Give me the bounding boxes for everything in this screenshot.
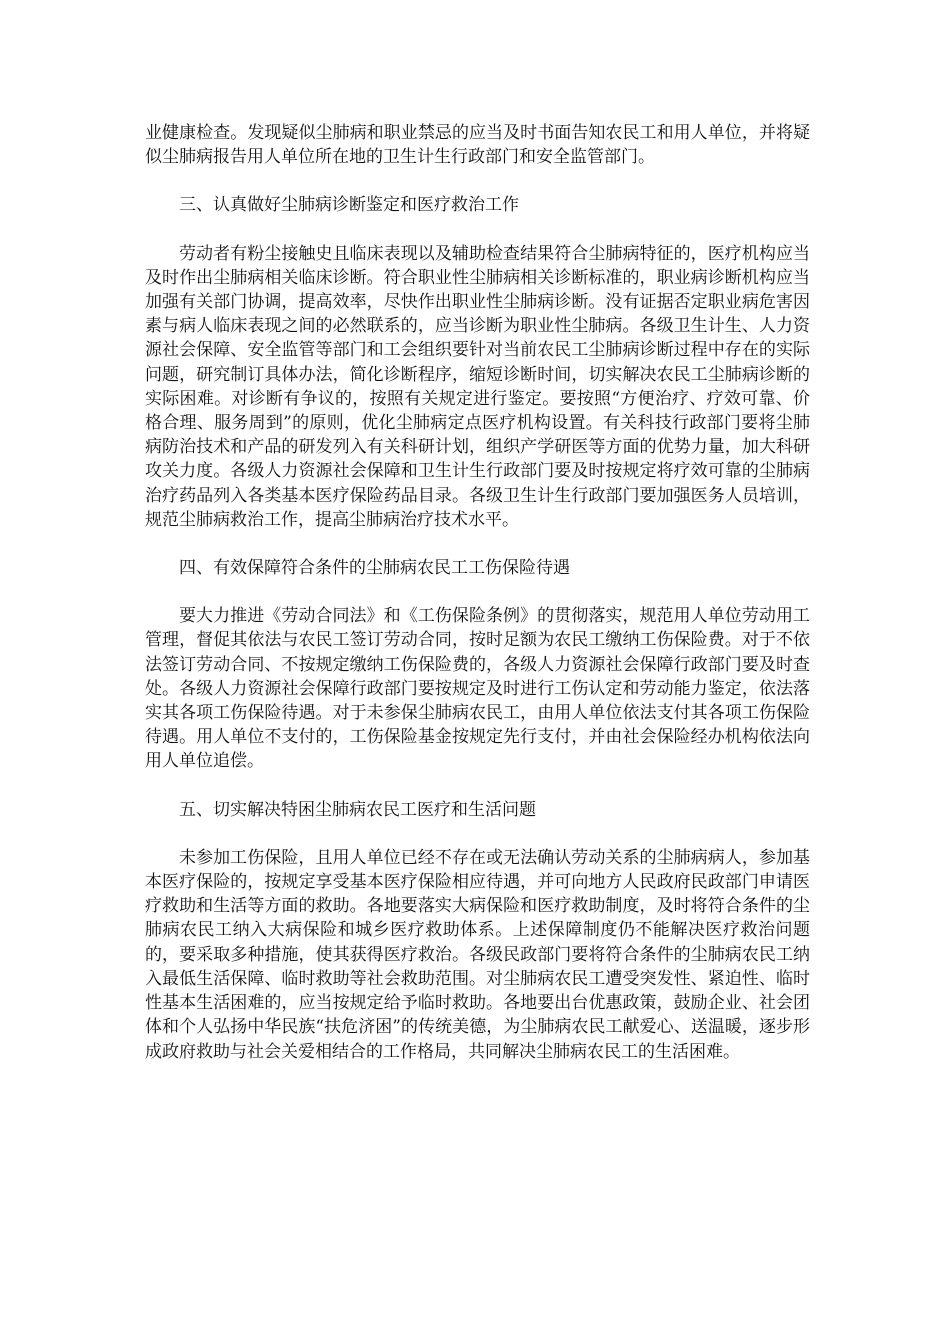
section-heading-3: 三、认真做好尘肺病诊断鉴定和医疗救治工作 bbox=[179, 195, 519, 216]
document-body bbox=[145, 121, 810, 1064]
intro-paragraph: 业健康检查。发现疑似尘肺病和职业禁忌的应当及时书面告知农民工和用人单位，并将疑似尘肺病报告用人单位所在地的卫生计生行政部门和安全监管部门。 bbox=[145, 123, 810, 168]
section-body-5: 未参加工伤保险，且用人单位已经不存在或无法确认劳动关系的尘肺病病人，参加基本医疗保险的，按规定享受基本医疗保险相应待遇，并可向地方人民政府民政部门申请医疗救助和生活等方面的救助。各地要落实大病保险和医疗救助制度，及时将符合条件的尘肺病农民工纳入大病保险和城乡医疗救助体系。上述保障制度仍不能解决医疗救治问题的，要采取多种措施，使其获得医疗救治。各级民政部门要将符合条件的尘肺病农民工纳入最低生活保障、临时救助等社会救助范围。对尘肺病农民工遭受突发性、紧迫性、临时性基本生活困难的，应当按规定给予临时救助。各地要出台优惠政策，鼓励企业、社会团体和个人弘扬中华民族“扶危济困”的传统美德，为尘肺病农民工献爱心、送温暖，逐步形成政府救助与社会关爱相结合的工作格局，共同解决尘肺病农民工的生活困难。 bbox=[145, 847, 810, 1062]
section-heading-5: 五、切实解决特困尘肺病农民工医疗和生活问题 bbox=[179, 799, 536, 820]
section-heading-4: 四、有效保障符合条件的尘肺病农民工工伤保险待遇 bbox=[179, 558, 570, 579]
section-body-4: 要大力推进《劳动合同法》和《工伤保险条例》的贯彻落实，规范用人单位劳动用工管理，督促其依法与农民工签订劳动合同，按时足额为农民工缴纳工伤保险费。对于不依法签订劳动合同、不按规定缴纳工伤保险费的，各级人力资源社会保障行政部门要及时查处。各级人力资源社会保障行政部门要按规定及时进行工伤认定和劳动能力鉴定，依法落实其各项工伤保险待遇。对于未参保尘肺病农民工，由用人单位依法支付其各项工伤保险待遇。用人单位不支付的，工伤保险基金按规定先行支付，并由社会保险经办机构依法向用人单位追偿。 bbox=[145, 606, 810, 772]
section-body-3: 劳动者有粉尘接触史且临床表现以及辅助检查结果符合尘肺病特征的，医疗机构应当及时作出尘肺病相关临床诊断。符合职业性尘肺病相关诊断标准的，职业病诊断机构应当加强有关部门协调，提高效率，尽快作出职业性尘肺病诊断。没有证据否定职业病危害因素与病人临床表现之间的必然联系的，应当诊断为职业性尘肺病。各级卫生计生、人力资源社会保障、安全监管等部门和工会组织要针对当前农民工尘肺病诊断过程中存在的实际问题，研究制订具体办法，简化诊断程序，缩短诊断时间，切实解决农民工尘肺病诊断的实际困难。对诊断有争议的，按照有关规定进行鉴定。要按照“方便治疗、疗效可靠、价格合理、服务周到”的原则，优化尘肺病定点医疗机构设置。有关科技行政部门要将尘肺病防治技术和产品的研发列入有关科研计划，组织产学研医等方面的优势力量，加大科研攻关力度。各级人力资源社会保障和卫生计生行政部门要及时按规定将疗效可靠的尘肺病治疗药品列入各类基本医疗保险药品目录。各级卫生计生行政部门要加强医务人员培训，规范尘肺病救治工作，提高尘肺病治疗技术水平。 bbox=[145, 243, 810, 530]
